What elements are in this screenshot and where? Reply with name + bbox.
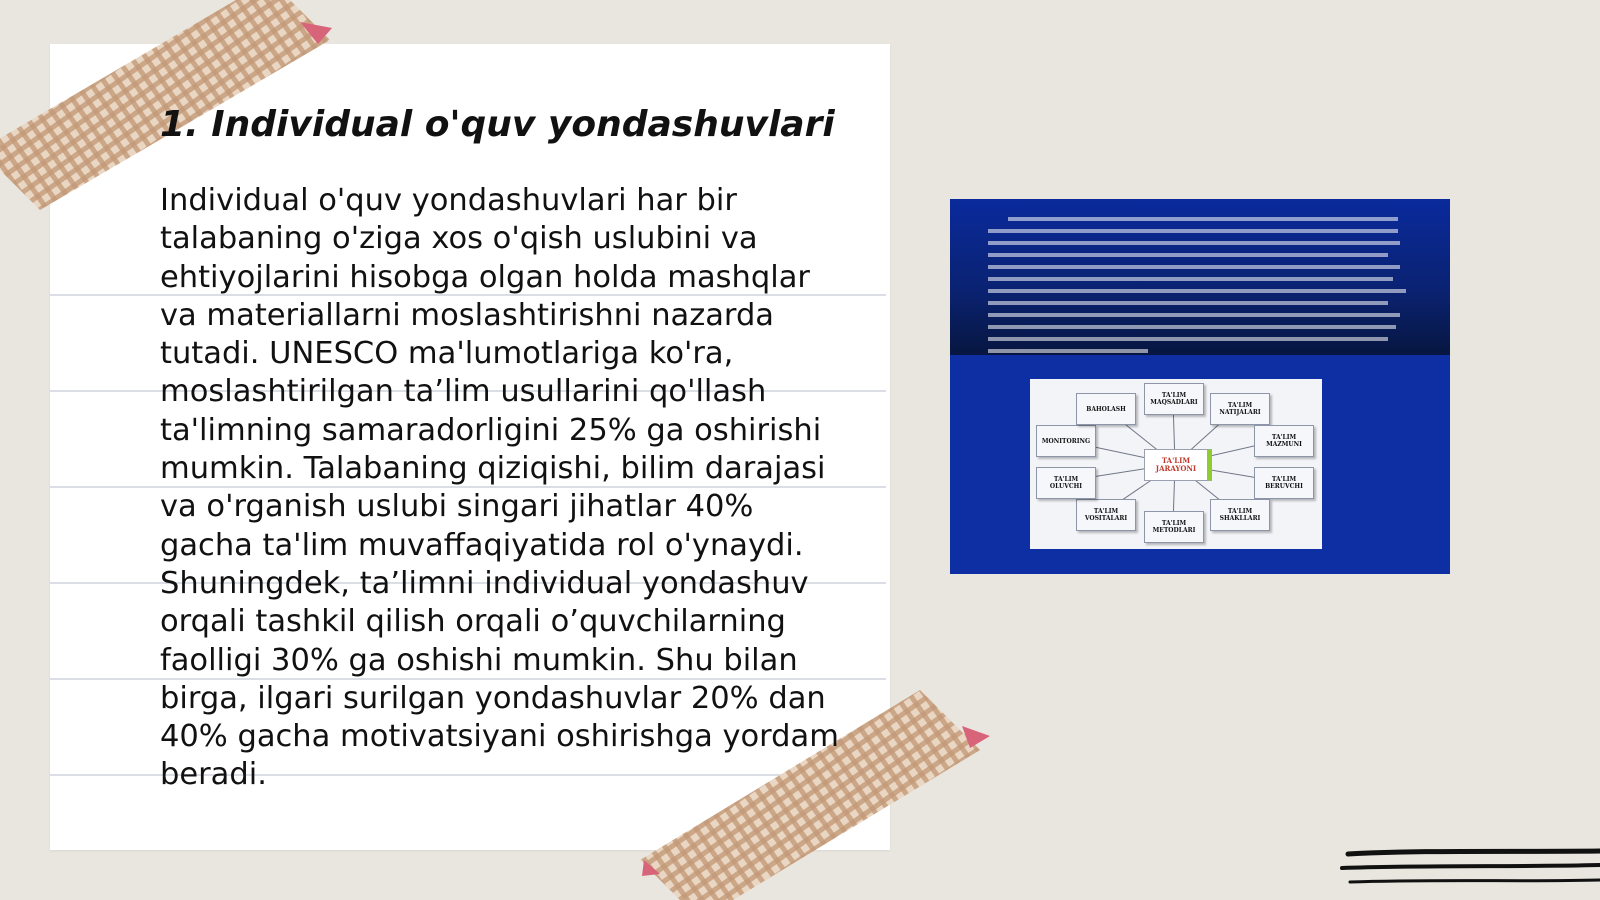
- diagram-node: TA'LIM MAQSADLARI: [1144, 383, 1204, 415]
- diagram-node: TA'LIM SHAKLLARI: [1210, 499, 1270, 531]
- diagram-node: TA'LIM VOSITALARI: [1076, 499, 1136, 531]
- brush-stroke-decoration: [1340, 846, 1600, 890]
- diagram-node: TA'LIM METODLARI: [1144, 511, 1204, 543]
- diagram-node: TA'LIM OLUVCHI: [1036, 467, 1096, 499]
- diagram-node: BAHOLASH: [1076, 393, 1136, 425]
- diagram-node: MONITORING: [1036, 425, 1096, 457]
- diagram-node: TA'LIM MAZMUNI: [1254, 425, 1314, 457]
- diagram-node: TA'LIM BERUVCHI: [1254, 467, 1314, 499]
- diagram-center-node: TA'LIM JARAYONI: [1144, 449, 1212, 481]
- slide-body-text: Individual o'quv yondashuvlari har bir talabaning o'ziga xos o'qish uslubini va ehtiyojlarini hisobga olgan holda mashqlar va materiallarni moslashtirishni nazarda tutadi. UNESCO ma'lumotlariga ko'ra, moslashtirilgan ta’lim usullarini qo'llash ta'limning samaradorligini 25% ga oshirishi mumkin. Talabaning qiziqishi, bilim darajasi va o'rganish uslubi singari jihatlar 40% gacha ta'lim muvaffaqiyatida rol o'ynaydi. Shuningdek, ta’limni individual yondashuv orqali tashkil qilish orqali o’quvchilarning faolligi 30% ga oshishi mumkin. Shu bilan birga, ilgari surilgan yondashuvlar 20% dan 40% gacha motivatsiyani oshirishga yordam beradi.: [160, 183, 839, 793]
- slide-title: 1. Individual o'quv yondashuvlari: [160, 104, 835, 145]
- process-diagram: [1030, 379, 1322, 549]
- embedded-slide-image: [950, 199, 1450, 574]
- diagram-node: TA'LIM NATIJALARI: [1210, 393, 1270, 425]
